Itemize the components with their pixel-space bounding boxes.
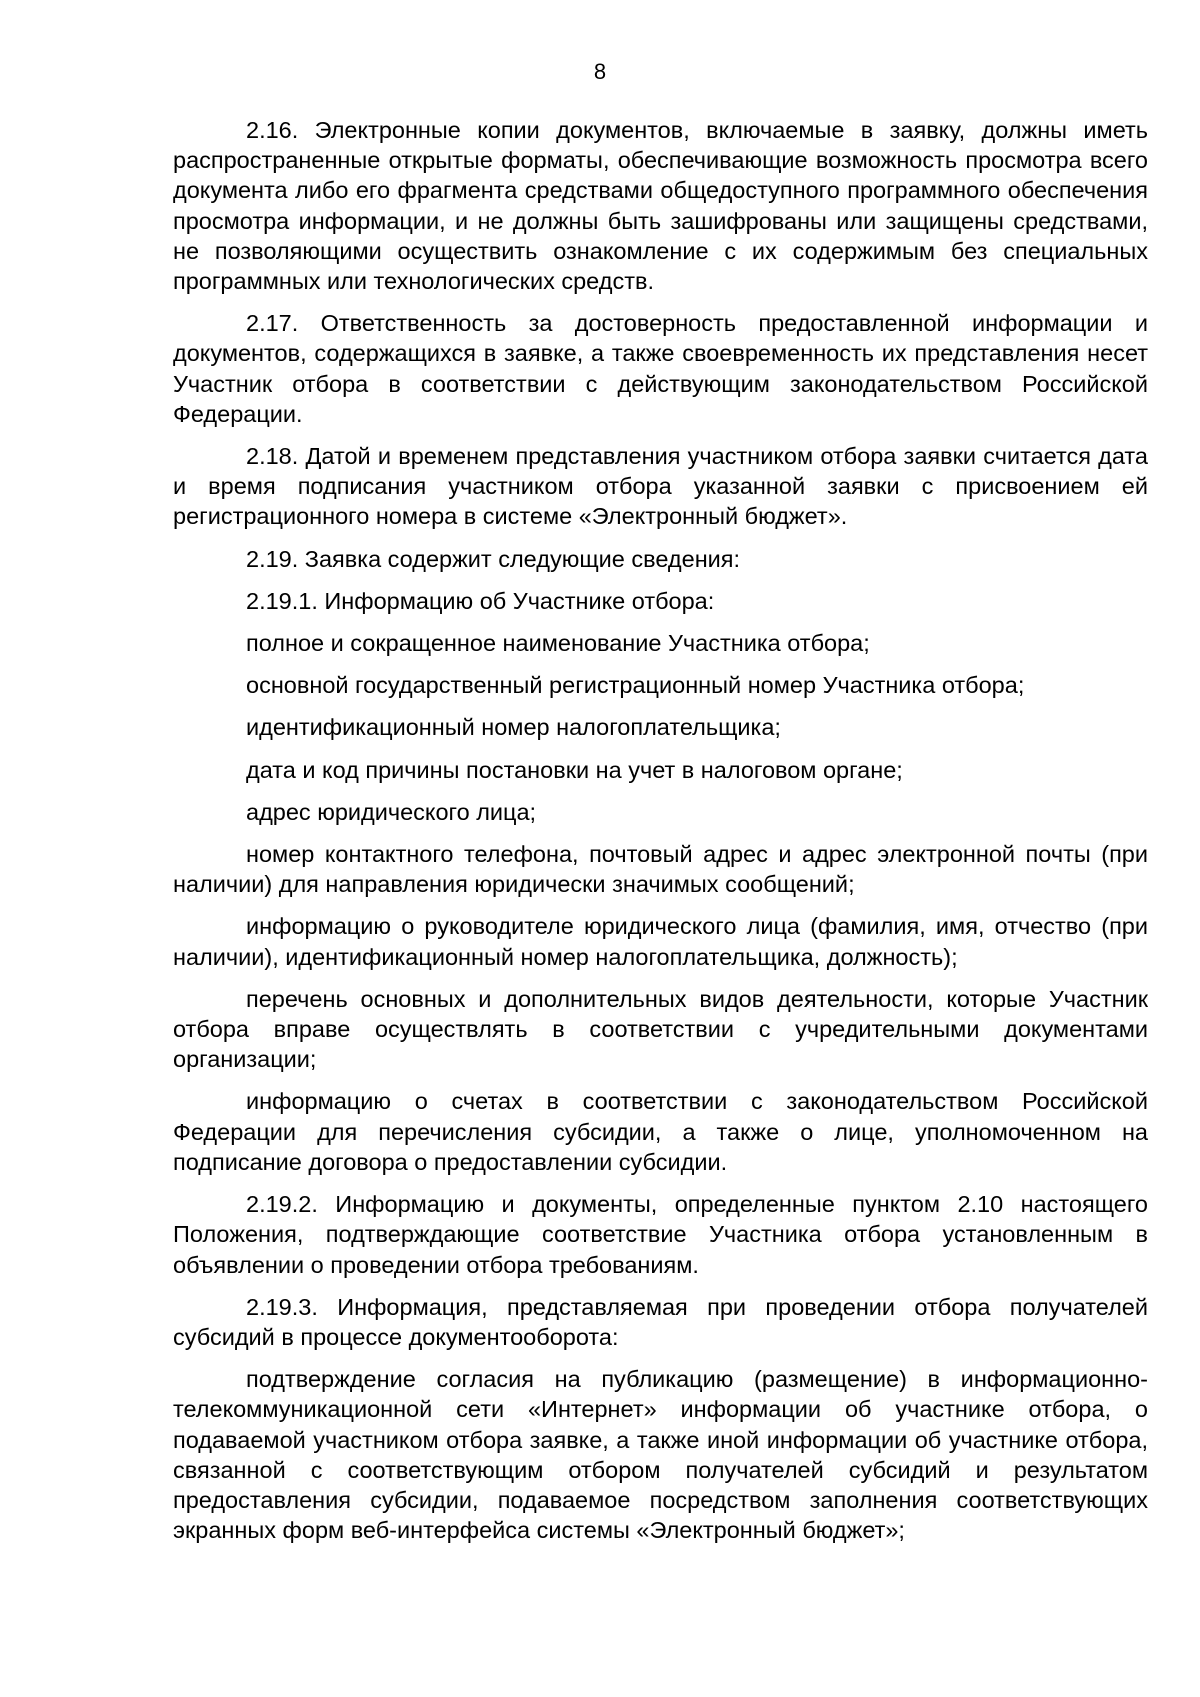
list-item-director: информацию о руководителе юридического лица (фамилия, имя, отчество (при наличии), идентификационный номер налогоплательщика, должность); bbox=[173, 913, 1148, 970]
list-item-address: адрес юридического лица; bbox=[246, 798, 537, 825]
document-body bbox=[173, 115, 1148, 1557]
list-item-activities: перечень основных и дополнительных видов деятельности, которые Участник отбора вправе осуществлять в соответствии с учредительными документами организации; bbox=[173, 985, 1148, 1073]
list-item-contacts: номер контактного телефона, почтовый адрес и адрес электронной почты (при наличии) для направления юридически значимых сообщений; bbox=[173, 841, 1148, 898]
paragraph-2-19-2: 2.19.2. Информацию и документы, определенные пунктом 2.10 настоящего Положения, подтверждающие соответствие Участника отбора установленным в объявлении о проведении отбора требованиям. bbox=[173, 1191, 1148, 1278]
page-number: 8 bbox=[593, 59, 607, 84]
list-item-full-name: полное и сокращенное наименование Участника отбора; bbox=[246, 630, 870, 657]
list-item-inn: идентификационный номер налогоплательщика; bbox=[246, 714, 781, 741]
paragraph-2-16: 2.16. Электронные копии документов, включаемые в заявку, должны иметь распространенные открытые форматы, обеспечивающие возможность просмотра всего документа либо его фрагмента средствами общедоступного программного обеспечения просмотра информации, и не должны быть зашифрованы или защищены средствами, не позволяющими осуществить ознакомление с их содержимым без специальных программных или технологических средств. bbox=[173, 117, 1148, 295]
paragraph-2-18: 2.18. Датой и временем представления участником отбора заявки считается дата и время подписания участником отбора указанной заявки с присвоением ей регистрационного номера в системе «Электронный бюджет». bbox=[173, 443, 1148, 530]
list-item-accounts: информацию о счетах в соответствии с законодательством Российской Федерации для перечисления субсидии, а также о лице, уполномоченном на подписание договора о предоставлении субсидии. bbox=[173, 1088, 1148, 1175]
paragraph-2-19: 2.19. Заявка содержит следующие сведения: bbox=[246, 545, 741, 572]
paragraph-2-19-3: 2.19.3. Информация, представляемая при проведении отбора получателей субсидий в процессе документооборота: bbox=[173, 1293, 1148, 1350]
list-item-publication-consent: подтверждение согласия на публикацию (размещение) в информационно-телекоммуникационной сети «Интернет» информации об участнике отбора, о подаваемой участником отбора заявке, а также иной информации об участнике отбора, связанной с соответствующим отбором получателей субсидий и результатом предоставления субсидии, подаваемое посредством заполнения соответствующих экранных форм веб-интерфейса системы «Электронный бюджет»; bbox=[173, 1366, 1148, 1544]
list-item-ogrn: основной государственный регистрационный номер Участника отбора; bbox=[246, 672, 1025, 699]
paragraph-2-19-1: 2.19.1. Информацию об Участнике отбора: bbox=[246, 587, 715, 614]
list-item-kpp: дата и код причины постановки на учет в налоговом органе; bbox=[246, 756, 903, 783]
paragraph-2-17: 2.17. Ответственность за достоверность предоставленной информации и документов, содержащихся в заявке, а также своевременность их представления несет Участник отбора в соответствии с действующим законодательством Российской Федерации. bbox=[173, 310, 1148, 427]
